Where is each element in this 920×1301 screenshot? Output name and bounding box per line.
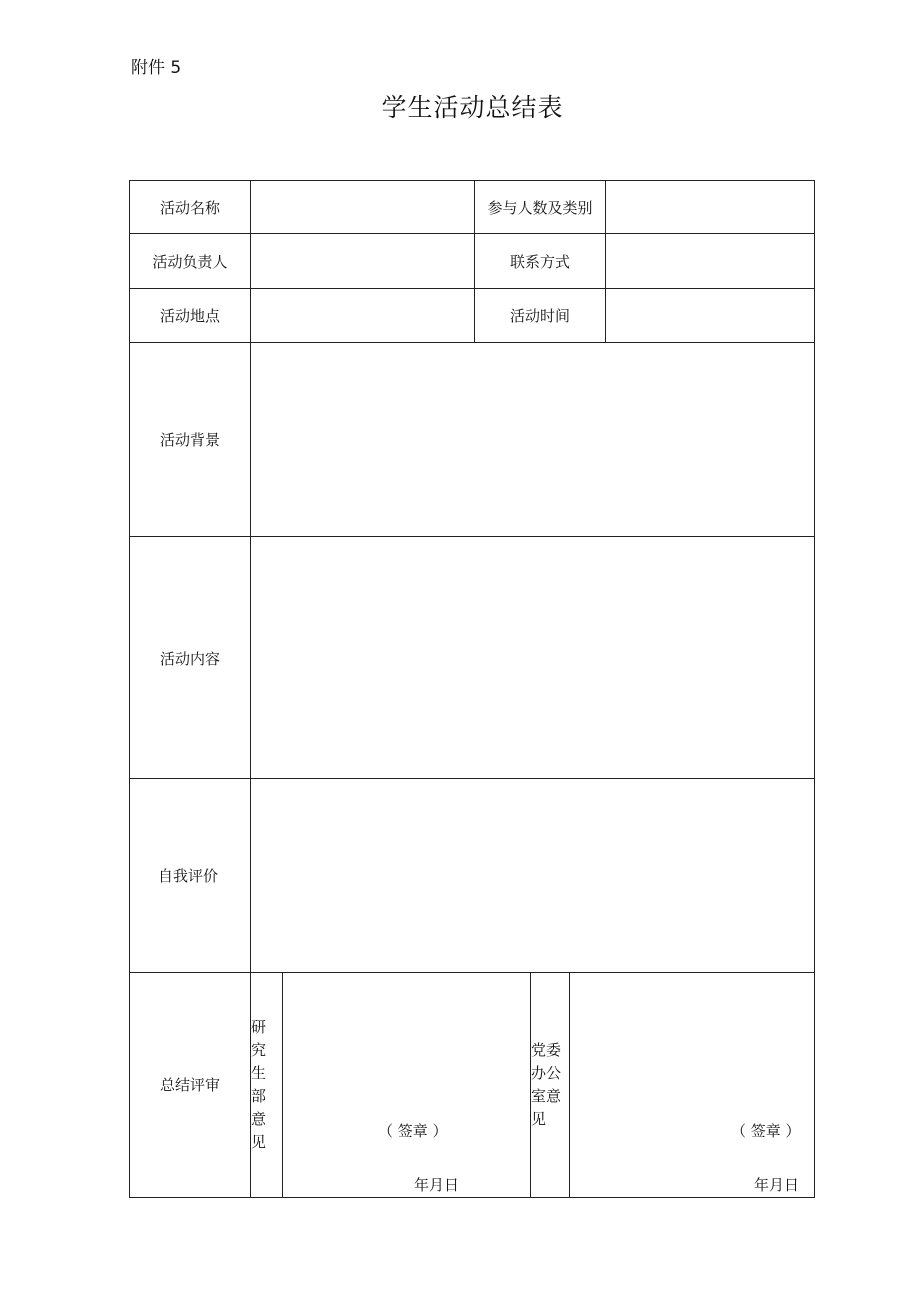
graduate-dept-opinion-label: 研究生部意见 [251,1018,267,1151]
graduate-dept-stamp: （ 签章 ） [378,1122,448,1140]
row-divider-1 [129,233,815,234]
review-divider-3 [569,972,570,1198]
table-border-left [129,180,130,1198]
background-label: 活动背景 [159,431,221,449]
activity-name-label: 活动名称 [159,199,221,217]
contact-label: 联系方式 [509,253,571,271]
content-label: 活动内容 [159,650,221,668]
table-border-right [814,180,815,1198]
page-title: 学生活动总结表 [381,93,564,122]
attachment-label: 附件 5 [131,58,182,78]
self-evaluation-label: 自我评价 [157,867,219,885]
table-border-top [129,180,815,181]
person-in-charge-label: 活动负责人 [152,253,228,271]
row-divider-4 [129,536,815,537]
info-column-divider-a [474,180,475,343]
review-divider-1 [282,972,283,1198]
time-label: 活动时间 [509,307,571,325]
party-office-stamp: （ 签章 ） [731,1122,801,1140]
summary-review-label: 总结评审 [159,1076,221,1094]
location-label: 活动地点 [159,307,221,325]
info-column-divider-b [605,180,606,343]
row-divider-6 [129,972,815,973]
party-office-opinion-label: 党委办公室意见 [531,1041,562,1128]
participants-label: 参与人数及类别 [487,199,593,217]
row-divider-5 [129,778,815,779]
party-office-date: 年月日 [754,1176,800,1194]
table-border-bottom [129,1197,815,1198]
graduate-dept-date: 年月日 [414,1176,460,1194]
row-divider-2 [129,288,815,289]
row-divider-3 [129,342,815,343]
